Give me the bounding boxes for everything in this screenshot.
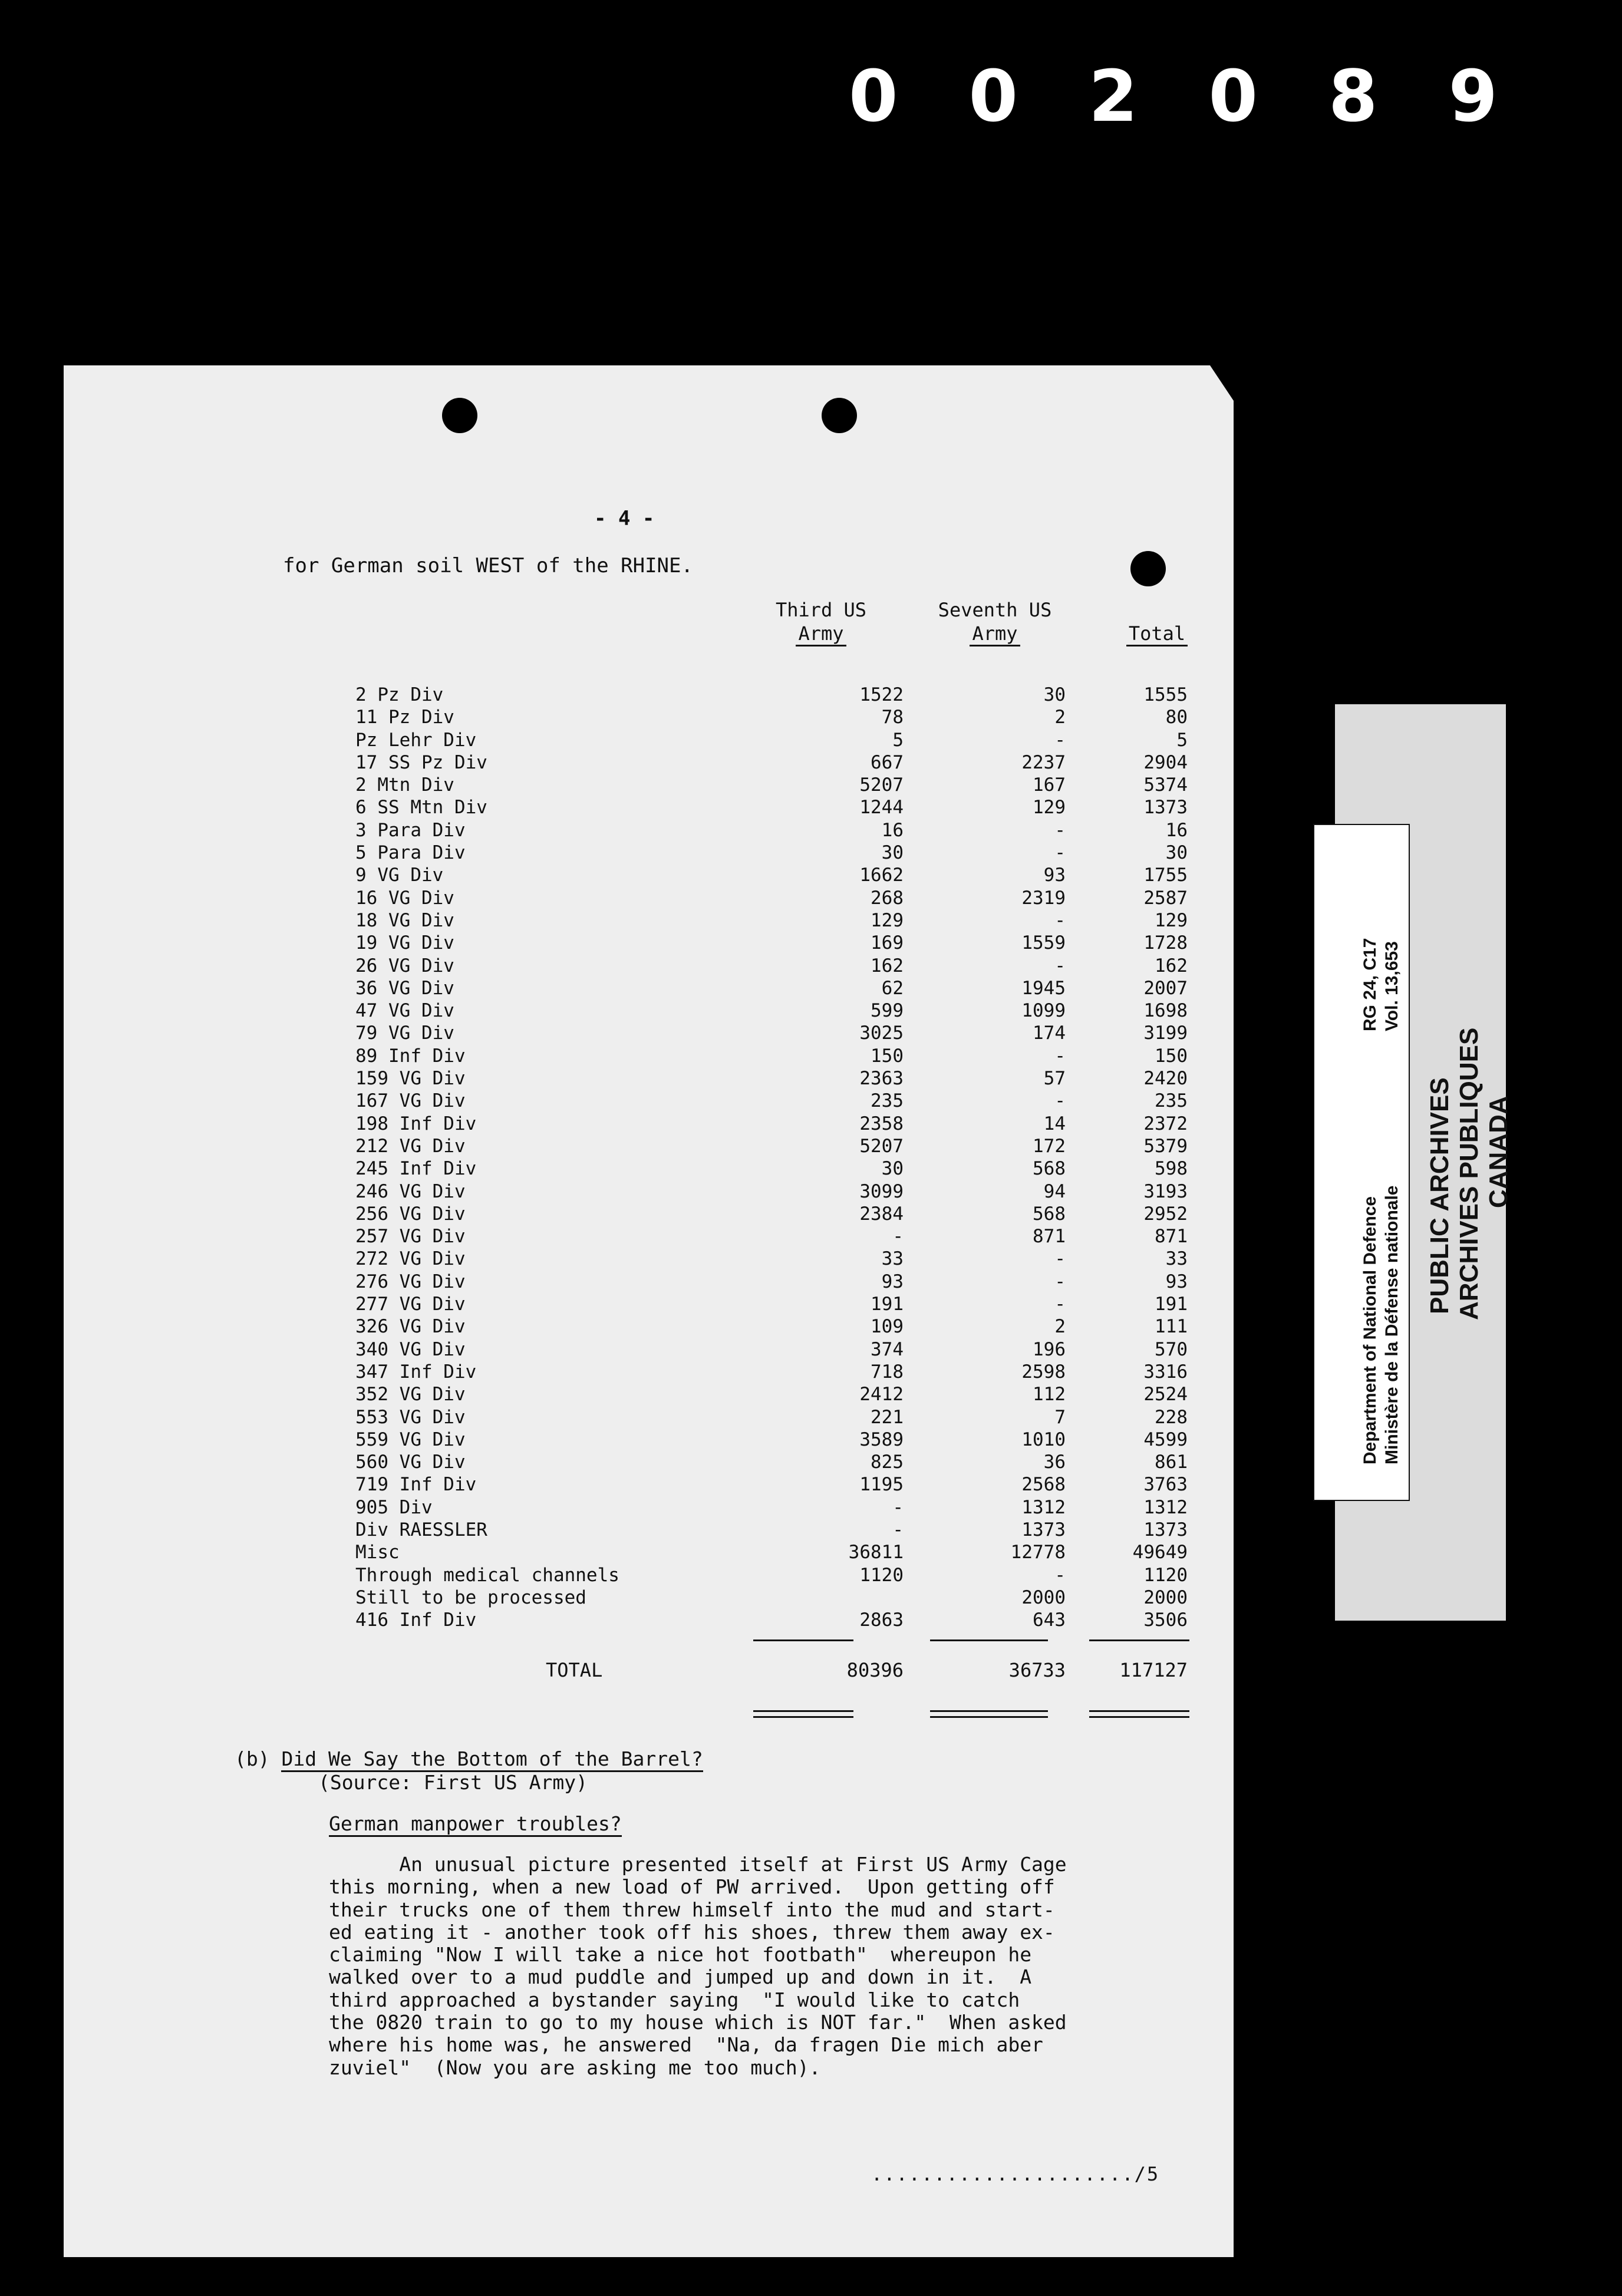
seventh-army-count: - xyxy=(1054,1294,1066,1315)
third-army-count: 2363 xyxy=(859,1068,904,1090)
unit-label: 245 Inf Div xyxy=(355,1158,477,1180)
third-army-count: 3025 xyxy=(859,1022,904,1044)
row-total: 191 xyxy=(1155,1294,1188,1315)
row-total: 30 xyxy=(1165,842,1188,864)
row-total: 2372 xyxy=(1143,1113,1188,1134)
unit-label: 16 VG Div xyxy=(355,887,454,909)
third-army-count: - xyxy=(892,1519,904,1540)
section-title xyxy=(235,1747,703,1770)
third-army-count: - xyxy=(892,1226,904,1248)
unit-label: 276 VG Div xyxy=(355,1271,466,1292)
unit-label: 340 VG Div xyxy=(355,1338,466,1360)
table-row xyxy=(64,1609,1234,1631)
table-row xyxy=(64,1406,1234,1429)
unit-label: 553 VG Div xyxy=(355,1406,466,1428)
seventh-army-count: 129 xyxy=(1033,797,1066,819)
unit-label: 2 Pz Div xyxy=(355,684,444,705)
seventh-army-count: 568 xyxy=(1033,1203,1066,1225)
seventh-army-count: - xyxy=(1054,909,1066,931)
punch-hole xyxy=(822,398,857,433)
seventh-army-count: 94 xyxy=(1043,1180,1066,1202)
unit-label: Still to be processed xyxy=(355,1586,586,1608)
row-total: 93 xyxy=(1165,1271,1188,1292)
third-army-count: 78 xyxy=(881,707,904,728)
row-total: 5374 xyxy=(1143,774,1188,796)
table-row xyxy=(64,1429,1234,1451)
third-army-count: 16 xyxy=(881,819,904,841)
stamp-archives-publiques: ARCHIVES PUBLIQUES xyxy=(1455,1027,1483,1320)
row-total: 5379 xyxy=(1143,1135,1188,1157)
row-total: 1728 xyxy=(1143,932,1188,954)
seventh-army-count: 112 xyxy=(1033,1384,1066,1406)
table-row xyxy=(64,1022,1234,1044)
unit-label: Pz Lehr Div xyxy=(355,729,477,751)
column-header-third-line1: Third US xyxy=(775,599,867,621)
table-row xyxy=(64,1451,1234,1473)
stamp-ref-vol: Vol. 13,653 xyxy=(1382,941,1402,1031)
row-total: 49649 xyxy=(1132,1542,1188,1563)
third-army-count: 5 xyxy=(892,729,904,751)
seventh-army-count: 7 xyxy=(1054,1406,1066,1428)
seventh-army-count: 14 xyxy=(1043,1113,1066,1134)
subtotal-rule xyxy=(1089,1639,1189,1641)
unit-label: 9 VG Div xyxy=(355,865,444,886)
seventh-army-count: 172 xyxy=(1033,1135,1066,1157)
row-total: 2000 xyxy=(1143,1586,1188,1608)
third-army-count: 162 xyxy=(871,955,904,977)
table-row xyxy=(64,1113,1234,1135)
unit-label: 3 Para Div xyxy=(355,819,466,841)
subtotal-rule xyxy=(753,1639,853,1641)
row-total: 4599 xyxy=(1143,1429,1188,1450)
double-rule xyxy=(930,1710,1048,1712)
table-row xyxy=(64,977,1234,999)
third-army-count: 235 xyxy=(871,1090,904,1112)
seventh-army-count: - xyxy=(1054,1564,1066,1586)
table-row xyxy=(64,887,1234,909)
table-row xyxy=(64,1135,1234,1157)
prisoner-count-table xyxy=(64,684,1234,1631)
third-army-count: 3099 xyxy=(859,1180,904,1202)
row-total: 162 xyxy=(1155,955,1188,977)
unit-label: 719 Inf Div xyxy=(355,1474,477,1496)
third-army-count: 2358 xyxy=(859,1113,904,1134)
third-army-count: 191 xyxy=(871,1294,904,1315)
section-title-text: Did We Say the Bottom of the Barrel? xyxy=(281,1747,703,1772)
seventh-army-count: 1099 xyxy=(1021,1000,1066,1022)
row-total: 1755 xyxy=(1143,865,1188,886)
unit-label: 47 VG Div xyxy=(355,1000,454,1022)
stamp-line-department: Department of National Defence xyxy=(1360,1196,1380,1464)
row-total: 570 xyxy=(1155,1338,1188,1360)
row-total: 2587 xyxy=(1143,887,1188,909)
row-total: 598 xyxy=(1155,1158,1188,1180)
page-number: - 4 - xyxy=(594,507,655,530)
third-army-count: 5207 xyxy=(859,774,904,796)
third-army-count: 1522 xyxy=(859,684,904,705)
unit-label: 36 VG Div xyxy=(355,977,454,999)
unit-label: 19 VG Div xyxy=(355,932,454,954)
seventh-army-count: - xyxy=(1054,1271,1066,1292)
seventh-army-count: 2000 xyxy=(1021,1586,1066,1608)
row-total: 2007 xyxy=(1143,977,1188,999)
seventh-army-count: 1312 xyxy=(1021,1496,1066,1518)
document-page xyxy=(64,365,1234,2257)
stamp-public-archives: PUBLIC ARCHIVES xyxy=(1425,1077,1454,1314)
row-total: 16 xyxy=(1165,819,1188,841)
double-rule xyxy=(1089,1710,1189,1712)
table-row xyxy=(64,1157,1234,1180)
seventh-army-count: 167 xyxy=(1033,774,1066,796)
third-army-count: 129 xyxy=(871,909,904,931)
third-army-count: 2863 xyxy=(859,1609,904,1631)
total-row xyxy=(64,1659,1234,1683)
unit-label: 5 Para Div xyxy=(355,842,466,864)
table-row xyxy=(64,1090,1234,1112)
table-row xyxy=(64,1338,1234,1361)
row-total: 1698 xyxy=(1143,1000,1188,1022)
row-total: 1555 xyxy=(1143,684,1188,705)
seventh-army-count: 174 xyxy=(1033,1022,1066,1044)
row-total: 861 xyxy=(1155,1452,1188,1473)
table-row xyxy=(64,842,1234,864)
unit-label: 246 VG Div xyxy=(355,1180,466,1202)
table-row xyxy=(64,1067,1234,1090)
row-total: 111 xyxy=(1155,1316,1188,1338)
seventh-army-count: 643 xyxy=(1033,1609,1066,1631)
seventh-army-count: 1559 xyxy=(1021,932,1066,954)
seventh-army-count: - xyxy=(1054,819,1066,841)
third-army-count: 169 xyxy=(871,932,904,954)
unit-label: 559 VG Div xyxy=(355,1429,466,1450)
total-seventh-army: 36733 xyxy=(1008,1659,1066,1681)
third-army-count: - xyxy=(892,1496,904,1518)
stamp-ref-rg: RG 24, C17 xyxy=(1360,938,1380,1031)
third-army-count: 268 xyxy=(871,887,904,909)
table-row xyxy=(64,909,1234,932)
table-row xyxy=(64,684,1234,706)
unit-label: 560 VG Div xyxy=(355,1452,466,1473)
table-row xyxy=(64,729,1234,751)
unit-label: 198 Inf Div xyxy=(355,1113,477,1134)
seventh-army-count: 568 xyxy=(1033,1158,1066,1180)
total-label: TOTAL xyxy=(546,1659,603,1681)
unit-label: 256 VG Div xyxy=(355,1203,466,1225)
column-header-third-army xyxy=(759,598,883,645)
seventh-army-count: 1010 xyxy=(1021,1429,1066,1450)
unit-label: 277 VG Div xyxy=(355,1294,466,1315)
row-total: 1312 xyxy=(1143,1496,1188,1518)
paragraph-line: the 0820 train to go to my house which is NOT far." When asked xyxy=(329,2011,1067,2034)
third-army-count: 36811 xyxy=(848,1542,904,1563)
torn-corner xyxy=(1210,365,1234,401)
unit-label: 2 Mtn Div xyxy=(355,774,454,796)
paragraph-line: An unusual picture presented itself at First US Army Cage xyxy=(329,1853,1067,1876)
section-source: (Source: First US Army) xyxy=(318,1771,588,1794)
seventh-army-count: - xyxy=(1054,842,1066,864)
unit-label: 272 VG Div xyxy=(355,1248,466,1270)
row-total: 129 xyxy=(1155,909,1188,931)
double-rule xyxy=(753,1716,853,1718)
header-line: for German soil WEST of the RHINE. xyxy=(283,554,693,578)
table-row xyxy=(64,1180,1234,1203)
unit-label: 347 Inf Div xyxy=(355,1361,477,1383)
table-row xyxy=(64,1225,1234,1248)
unit-label: 257 VG Div xyxy=(355,1226,466,1248)
row-total: 150 xyxy=(1155,1045,1188,1067)
row-total: 3316 xyxy=(1143,1361,1188,1383)
stamp-line-ministere: Ministère de la Défense nationale xyxy=(1382,1185,1402,1464)
column-header-seventh-army xyxy=(924,598,1066,645)
unit-label: 26 VG Div xyxy=(355,955,454,977)
paragraph-line: ed eating it - another took off his shoes, threw them away ex- xyxy=(329,1920,1055,1944)
third-army-count: 667 xyxy=(871,751,904,773)
third-army-count: 62 xyxy=(881,977,904,999)
row-total: 1373 xyxy=(1143,1519,1188,1540)
row-total: 3506 xyxy=(1143,1609,1188,1631)
continuation-marker: ...................../5 xyxy=(871,2163,1160,2185)
table-row xyxy=(64,1541,1234,1563)
unit-label: 905 Div xyxy=(355,1496,433,1518)
third-army-count: 2412 xyxy=(859,1384,904,1406)
seventh-army-count: 36 xyxy=(1043,1452,1066,1473)
punch-hole xyxy=(1130,551,1166,586)
table-row xyxy=(64,1315,1234,1338)
third-army-count: 2384 xyxy=(859,1203,904,1225)
paragraph-line: where his home was, he answered "Na, da fragen Die mich aber xyxy=(329,2033,1043,2057)
third-army-count: 109 xyxy=(871,1316,904,1338)
unit-label: 18 VG Div xyxy=(355,909,454,931)
seventh-army-count: 30 xyxy=(1043,684,1066,705)
row-total: 235 xyxy=(1155,1090,1188,1112)
column-header-third-line2: Army xyxy=(796,622,846,646)
stamp-canada: CANADA xyxy=(1484,1096,1513,1208)
unit-label: Div RAESSLER xyxy=(355,1519,487,1540)
third-army-count: 1195 xyxy=(859,1474,904,1496)
unit-label: 416 Inf Div xyxy=(355,1609,477,1631)
table-row xyxy=(64,796,1234,819)
table-row xyxy=(64,1293,1234,1315)
table-row xyxy=(64,932,1234,954)
unit-label: 167 VG Div xyxy=(355,1090,466,1112)
table-row xyxy=(64,1045,1234,1067)
unit-label: 79 VG Div xyxy=(355,1022,454,1044)
table-row xyxy=(64,955,1234,977)
body-paragraph xyxy=(329,1853,1195,2079)
third-army-count: 599 xyxy=(871,1000,904,1022)
table-row xyxy=(64,774,1234,796)
table-row xyxy=(64,751,1234,774)
table-row xyxy=(64,1586,1234,1609)
row-total: 80 xyxy=(1165,707,1188,728)
third-army-count: 33 xyxy=(881,1248,904,1270)
table-row xyxy=(64,1519,1234,1541)
seventh-army-count: - xyxy=(1054,955,1066,977)
subtotal-rule xyxy=(930,1639,1048,1641)
third-army-count: 30 xyxy=(881,1158,904,1180)
row-total: 2904 xyxy=(1143,751,1188,773)
third-army-count: 718 xyxy=(871,1361,904,1383)
row-total: 228 xyxy=(1155,1406,1188,1428)
table-row xyxy=(64,1361,1234,1383)
seventh-army-count: - xyxy=(1054,729,1066,751)
table-row xyxy=(64,1271,1234,1293)
row-total: 3763 xyxy=(1143,1474,1188,1496)
row-total: 2420 xyxy=(1143,1068,1188,1090)
punch-hole xyxy=(442,398,477,433)
third-army-count: 825 xyxy=(871,1452,904,1473)
third-army-count: 221 xyxy=(871,1406,904,1428)
seventh-army-count: - xyxy=(1054,1248,1066,1270)
table-row xyxy=(64,706,1234,728)
section-letter: (b) xyxy=(235,1747,270,1770)
seventh-army-count: 57 xyxy=(1043,1068,1066,1090)
third-army-count: 3589 xyxy=(859,1429,904,1450)
unit-label: Through medical channels xyxy=(355,1564,619,1586)
seventh-army-count: 2598 xyxy=(1021,1361,1066,1383)
seventh-army-count: 2237 xyxy=(1021,751,1066,773)
seventh-army-count: 196 xyxy=(1033,1338,1066,1360)
seventh-army-count: 2319 xyxy=(1021,887,1066,909)
table-row xyxy=(64,1473,1234,1496)
third-army-count: 374 xyxy=(871,1338,904,1360)
table-row xyxy=(64,999,1234,1022)
double-rule xyxy=(753,1710,853,1712)
row-total: 33 xyxy=(1165,1248,1188,1270)
paragraph-line: walked over to a mud puddle and jumped up and down in it. A xyxy=(329,1965,1032,1989)
row-total: 3193 xyxy=(1143,1180,1188,1202)
seventh-army-count: 2 xyxy=(1054,1316,1066,1338)
row-total: 3199 xyxy=(1143,1022,1188,1044)
third-army-count: 5207 xyxy=(859,1135,904,1157)
table-row xyxy=(64,864,1234,886)
table-row xyxy=(64,1248,1234,1270)
third-army-count: 30 xyxy=(881,842,904,864)
table-row xyxy=(64,819,1234,842)
third-army-count: 93 xyxy=(881,1271,904,1292)
table-row xyxy=(64,1564,1234,1586)
seventh-army-count: 2 xyxy=(1054,707,1066,728)
seventh-army-count: 1373 xyxy=(1021,1519,1066,1540)
unit-label: 326 VG Div xyxy=(355,1316,466,1338)
unit-label: 352 VG Div xyxy=(355,1384,466,1406)
unit-label: Misc xyxy=(355,1542,400,1563)
third-army-count: 1662 xyxy=(859,865,904,886)
unit-label: 212 VG Div xyxy=(355,1135,466,1157)
column-header-seventh-line1: Seventh US xyxy=(938,599,1052,621)
section-subheading: German manpower troubles? xyxy=(329,1812,622,1837)
column-header-seventh-line2: Army xyxy=(970,622,1020,646)
grand-total: 117127 xyxy=(1119,1659,1188,1681)
third-army-count: 150 xyxy=(871,1045,904,1067)
row-total: 871 xyxy=(1155,1226,1188,1248)
third-army-count: 1244 xyxy=(859,797,904,819)
column-header-total-label: Total xyxy=(1126,622,1188,646)
paragraph-line: claiming "Now I will take a nice hot footbath" whereupon he xyxy=(329,1943,1032,1967)
unit-label: 159 VG Div xyxy=(355,1068,466,1090)
unit-label: 11 Pz Div xyxy=(355,707,454,728)
unit-label: 6 SS Mtn Div xyxy=(355,797,487,819)
unit-label: 17 SS Pz Div xyxy=(355,751,487,773)
column-header-total xyxy=(1113,622,1201,645)
third-army-count: 1120 xyxy=(859,1564,904,1586)
seventh-army-count: 2568 xyxy=(1021,1474,1066,1496)
seventh-army-count: - xyxy=(1054,1045,1066,1067)
table-row xyxy=(64,1203,1234,1225)
seventh-army-count: 1945 xyxy=(1021,977,1066,999)
paragraph-line: third approached a bystander saying "I would like to catch xyxy=(329,1988,1020,2011)
row-total: 2524 xyxy=(1143,1384,1188,1406)
double-rule xyxy=(1089,1716,1189,1718)
double-rule xyxy=(930,1716,1048,1718)
seventh-army-count: 871 xyxy=(1033,1226,1066,1248)
seventh-army-count: - xyxy=(1054,1090,1066,1112)
row-total: 1120 xyxy=(1143,1564,1188,1586)
paragraph-line: this morning, when a new load of PW arrived. Upon getting off xyxy=(329,1875,1055,1899)
unit-label: 89 Inf Div xyxy=(355,1045,466,1067)
row-total: 2952 xyxy=(1143,1203,1188,1225)
paragraph-line: zuviel" (Now you are asking me too much). xyxy=(329,2056,821,2079)
table-row xyxy=(64,1383,1234,1406)
row-total: 1373 xyxy=(1143,797,1188,819)
seventh-army-count: 93 xyxy=(1043,865,1066,886)
table-row xyxy=(64,1496,1234,1519)
microfilm-frame-number: 002089 xyxy=(849,56,1568,138)
total-third-army: 80396 xyxy=(846,1659,904,1681)
paragraph-line: their trucks one of them threw himself into the mud and start- xyxy=(329,1898,1055,1921)
seventh-army-count: 12778 xyxy=(1010,1542,1066,1563)
row-total: 5 xyxy=(1176,729,1188,751)
